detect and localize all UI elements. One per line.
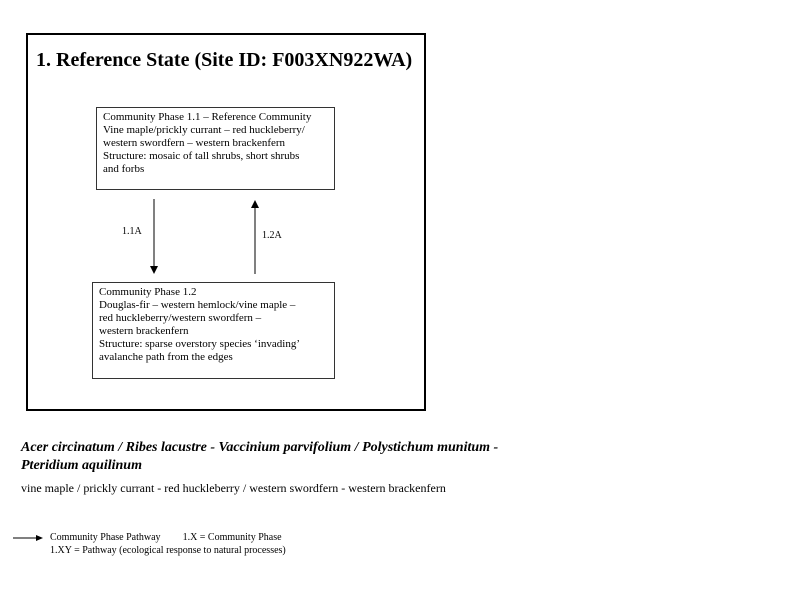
legend — [13, 531, 286, 557]
phase-1-2-structure-line: Structure: sparse overstory species ‘invading’ — [99, 338, 300, 350]
state-title: 1. Reference State (Site ID: F003XN922WA) — [36, 49, 413, 71]
common-names: vine maple / prickly currant - red huckleberry / western swordfern - western brackenfern — [21, 481, 446, 495]
pathway-1-2a-label: 1.2A — [262, 230, 282, 241]
phase-1-2-species-line: western brackenfern — [99, 325, 189, 337]
legend-arrow-icon — [13, 535, 43, 541]
pathway-1-1a-label: 1.1A — [122, 226, 142, 237]
phase-1-2-heading: Community Phase 1.2 — [99, 286, 197, 298]
reference-state-box — [26, 33, 426, 411]
phase-1-1-structure-line: and forbs — [103, 163, 145, 175]
legend-pathway-definition: 1.XY = Pathway (ecological response to natural processes) — [50, 545, 286, 556]
phase-1-1-species-line: Vine maple/prickly currant – red huckleberry/ — [103, 124, 305, 136]
phase-1-1-species-line: western swordfern – western brackenfern — [103, 137, 286, 149]
scientific-names: Acer circinatum / Ribes lacustre - Vaccinium parvifolium / Polystichum munitum - Pteridium aquilinum — [21, 440, 499, 473]
legend-phase-text: 1.X = Community Phase — [182, 532, 282, 543]
phase-1-2-structure-line: avalanche path from the edges — [99, 351, 233, 363]
legend-pathway-text: Community Phase Pathway — [50, 532, 161, 543]
phase-1-1-structure-line: Structure: mosaic of tall shrubs, short shrubs — [103, 150, 300, 162]
community-phase-1-2-box — [92, 282, 335, 379]
phase-1-2-species-line: Douglas-fir – western hemlock/vine maple – — [99, 299, 296, 311]
phase-1-1-heading: Community Phase 1.1 – Reference Community — [103, 111, 312, 123]
phase-1-2-species-line: red huckleberry/western swordfern – — [99, 312, 262, 324]
